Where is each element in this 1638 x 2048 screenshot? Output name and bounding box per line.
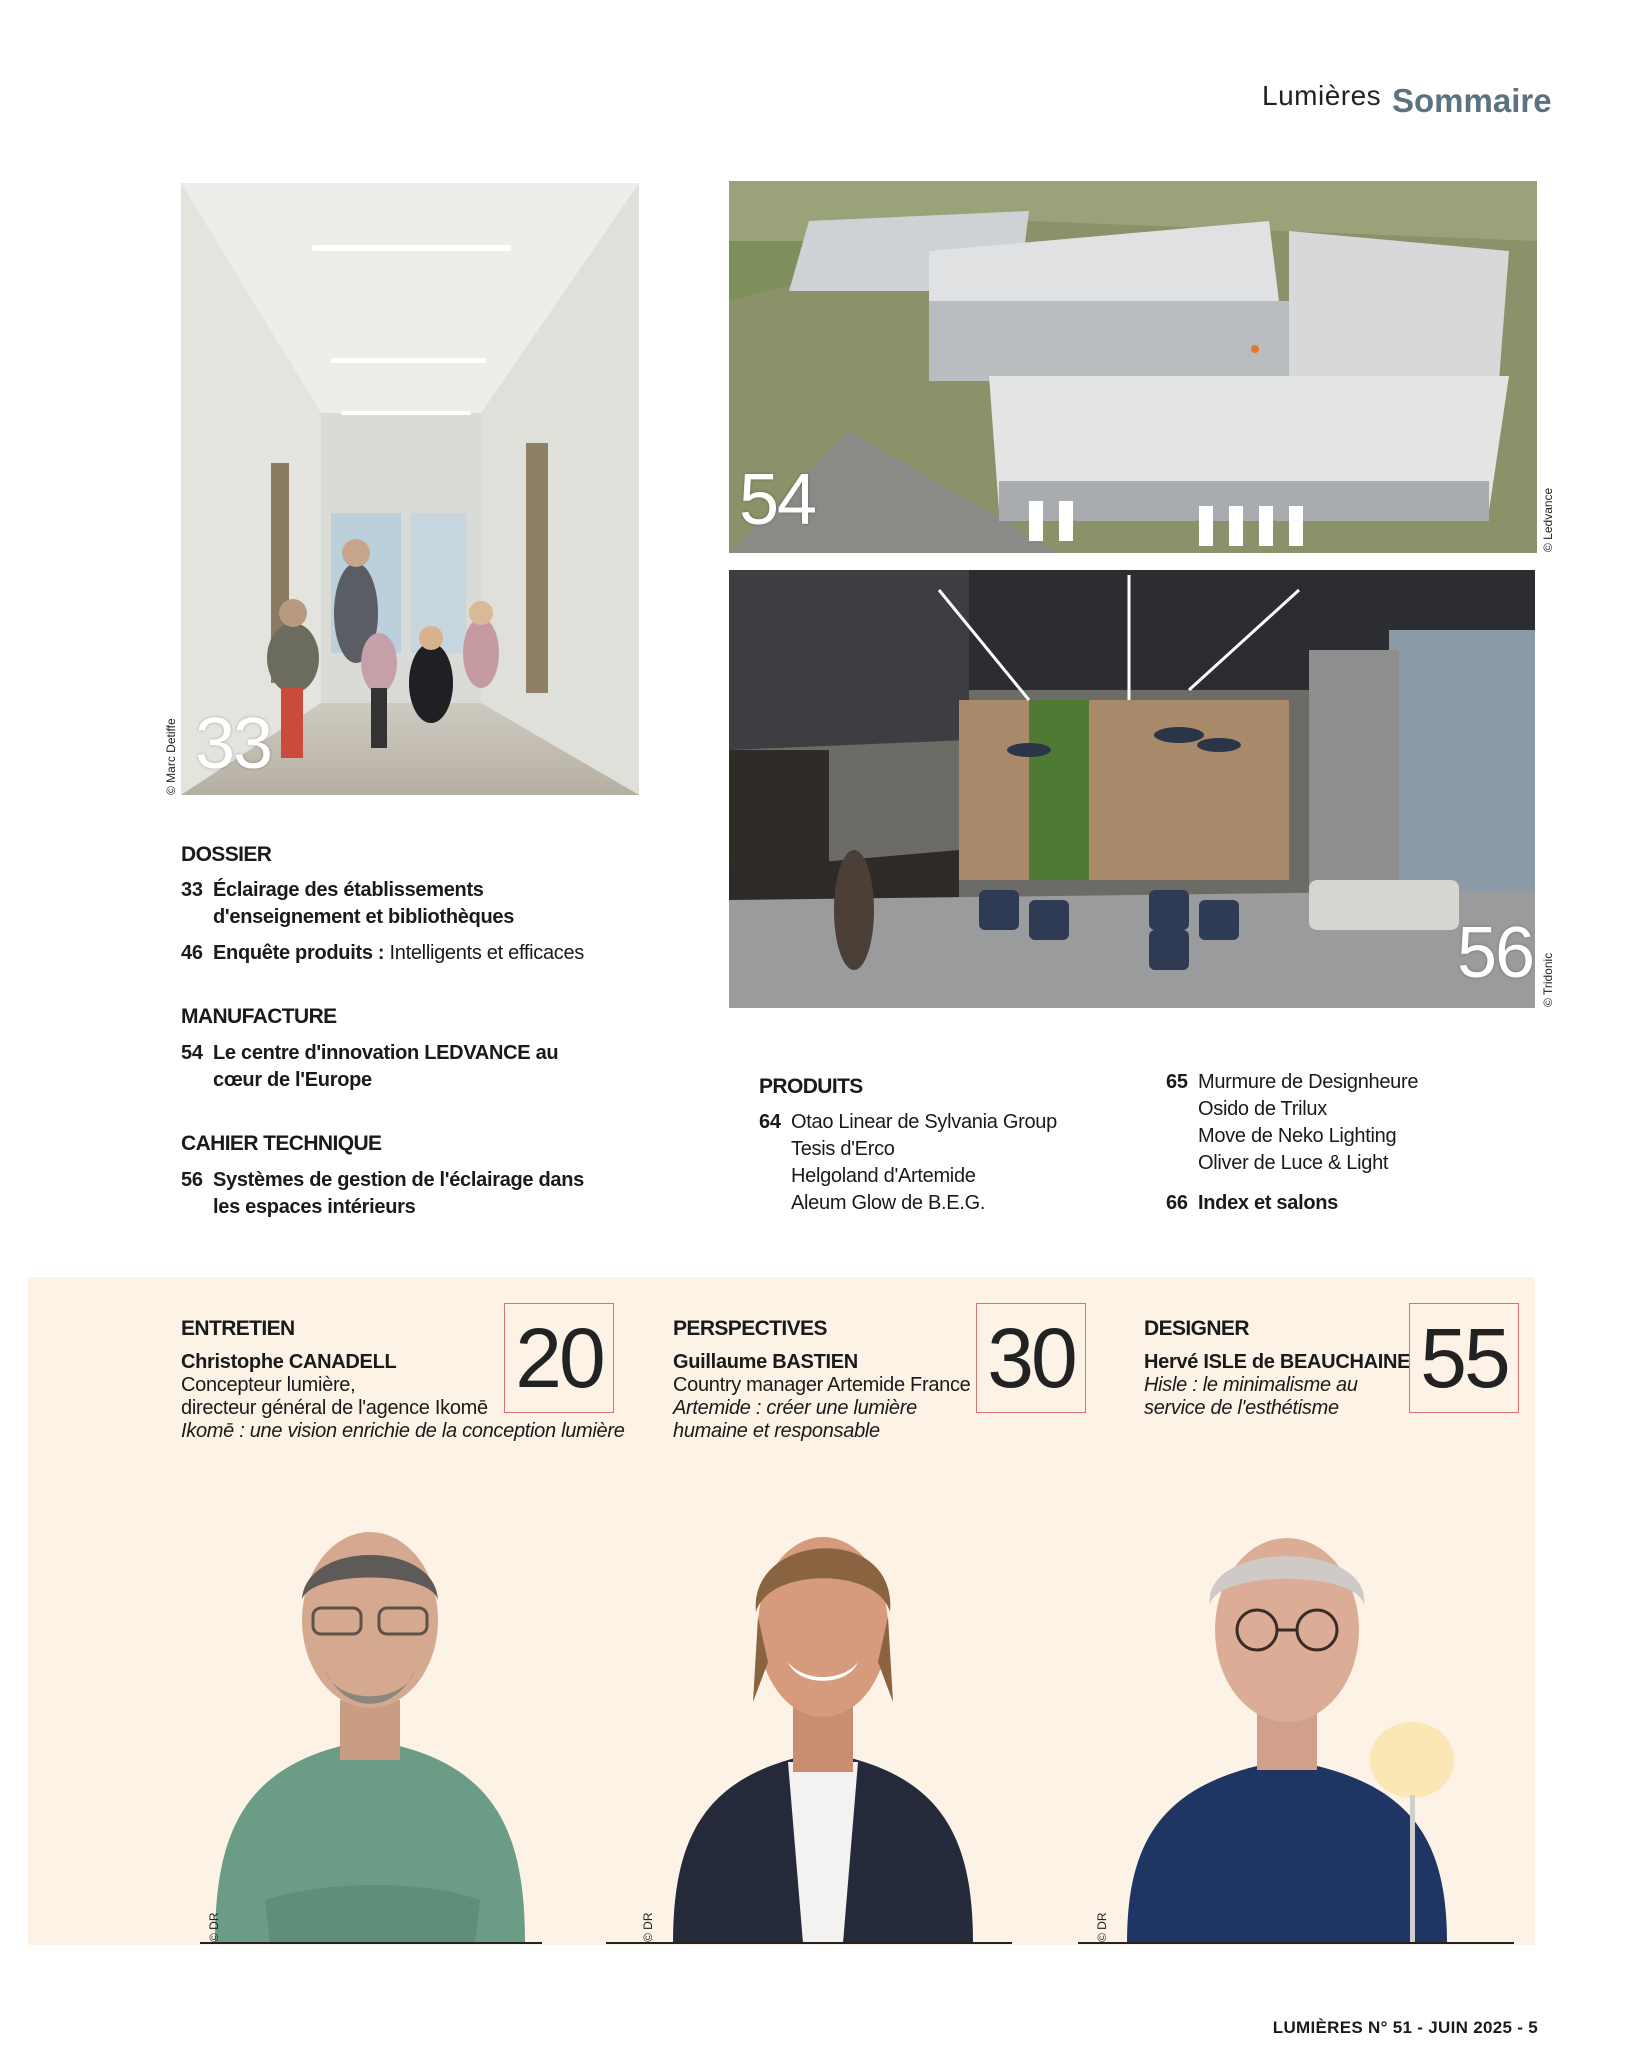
- interview-headline: Artemide : créer une lumière: [673, 1397, 917, 1419]
- factory-photo: [729, 181, 1537, 553]
- section-dossier-heading: DOSSIER: [181, 843, 272, 866]
- photo-credit: © Marc Detiffe: [164, 718, 178, 795]
- portrait-illustration: [1112, 1510, 1492, 1943]
- toc-entry[interactable]: [181, 877, 514, 931]
- interview-section: ENTRETIEN: [181, 1317, 295, 1340]
- portrait-christophe-canadell: [205, 1500, 535, 1943]
- product-line: Osido de Trilux: [1198, 1098, 1327, 1120]
- toc-entry-line: Le centre d'innovation LEDVANCE au: [213, 1042, 559, 1064]
- toc-entry[interactable]: [1166, 1069, 1418, 1177]
- toc-page-number: 46: [181, 942, 203, 964]
- restaurant-photo: [729, 570, 1535, 1008]
- toc-page-number: 54: [181, 1042, 203, 1064]
- toc-entry[interactable]: [1166, 1190, 1338, 1217]
- interview-section: DESIGNER: [1144, 1317, 1249, 1340]
- divider: [606, 1942, 1012, 1944]
- interview-section: PERSPECTIVES: [673, 1317, 827, 1340]
- section-manufacture-heading: MANUFACTURE: [181, 1005, 337, 1028]
- toc-page-number: 66: [1166, 1192, 1188, 1214]
- toc-entry-line: les espaces intérieurs: [213, 1196, 416, 1218]
- interviewee-name: Hervé ISLE de BEAUCHAINE: [1144, 1351, 1411, 1373]
- section-produits-heading: PRODUITS: [759, 1075, 863, 1098]
- toc-entry-line: Éclairage des établissements: [213, 879, 484, 901]
- interviewee-name: Guillaume BASTIEN: [673, 1351, 858, 1373]
- page-number-box: 30: [976, 1303, 1086, 1413]
- interview-headline: Ikomē : une vision enrichie de la conception lumière: [181, 1420, 625, 1442]
- section-cahier-heading: CAHIER TECHNIQUE: [181, 1132, 382, 1155]
- toc-entry-line: Systèmes de gestion de l'éclairage dans: [213, 1169, 584, 1191]
- interviewee-role: Country manager Artemide France: [673, 1374, 971, 1396]
- product-line: Oliver de Luce & Light: [1198, 1152, 1389, 1174]
- page-number-overlay: 54: [739, 460, 816, 540]
- toc-entry-title: Enquête produits :: [213, 942, 385, 964]
- product-line: Otao Linear de Sylvania Group: [791, 1111, 1057, 1133]
- divider: [1078, 1942, 1514, 1944]
- toc-entry-line: d'enseignement et bibliothèques: [213, 906, 515, 928]
- page-title: Sommaire: [1392, 82, 1552, 119]
- toc-entry[interactable]: [181, 1167, 584, 1221]
- page-footer: LUMIÈRES N° 51 - JUIN 2025 - 5: [1272, 2018, 1538, 2037]
- toc-page-number: 65: [1166, 1071, 1188, 1093]
- photo-credit: © Tridonic: [1541, 952, 1555, 1007]
- page-number-box: 55: [1409, 1303, 1519, 1413]
- portrait-illustration: [205, 1500, 535, 1943]
- interview-headline: Hisle : le minimalisme au: [1144, 1374, 1358, 1396]
- toc-page-number: 56: [181, 1169, 203, 1191]
- toc-entry-subtitle: Intelligents et efficaces: [384, 942, 584, 964]
- toc-page-number: 64: [759, 1111, 781, 1133]
- product-line: Move de Neko Lighting: [1198, 1125, 1397, 1147]
- toc-entry-line: cœur de l'Europe: [213, 1069, 372, 1091]
- photo-credit: © DR: [207, 1912, 221, 1942]
- toc-entry-title: Index et salons: [1198, 1192, 1338, 1214]
- corridor-photo: [181, 183, 639, 795]
- product-line: Aleum Glow de B.E.G.: [791, 1192, 986, 1214]
- portrait-herve-isle-de-beauchaine: [1112, 1510, 1492, 1943]
- toc-entry[interactable]: [181, 940, 584, 967]
- interviewee-role: Concepteur lumière,: [181, 1374, 356, 1396]
- photo-credit: © DR: [641, 1912, 655, 1942]
- page-number-box: 20: [504, 1303, 614, 1413]
- interview-headline: service de l'esthétisme: [1144, 1397, 1339, 1419]
- interviewee-name: Christophe CANADELL: [181, 1351, 397, 1373]
- divider: [200, 1942, 542, 1944]
- portrait-guillaume-bastien: [668, 1512, 978, 1943]
- magazine-brand: Lumières: [1262, 80, 1382, 111]
- product-line: Murmure de Designheure: [1198, 1071, 1419, 1093]
- photo-credit: © Ledvance: [1541, 487, 1555, 552]
- toc-page-number: 33: [181, 879, 203, 901]
- interviewee-role: directeur général de l'agence Ikomē: [181, 1397, 488, 1419]
- product-line: Tesis d'Erco: [791, 1138, 895, 1160]
- photo-credit: © DR: [1095, 1912, 1109, 1942]
- factory-illustration: [729, 181, 1537, 553]
- product-line: Helgoland d'Artemide: [791, 1165, 976, 1187]
- toc-entry[interactable]: [181, 1040, 558, 1094]
- restaurant-illustration: [729, 570, 1535, 1008]
- interview-block[interactable]: [673, 1317, 973, 1443]
- portrait-illustration: [668, 1512, 978, 1943]
- toc-entry[interactable]: [759, 1109, 1057, 1217]
- interview-headline: humaine et responsable: [673, 1420, 880, 1442]
- interview-block[interactable]: [1144, 1317, 1424, 1420]
- page-number-overlay: 33: [195, 704, 272, 784]
- page-number-overlay: 56: [1457, 913, 1534, 993]
